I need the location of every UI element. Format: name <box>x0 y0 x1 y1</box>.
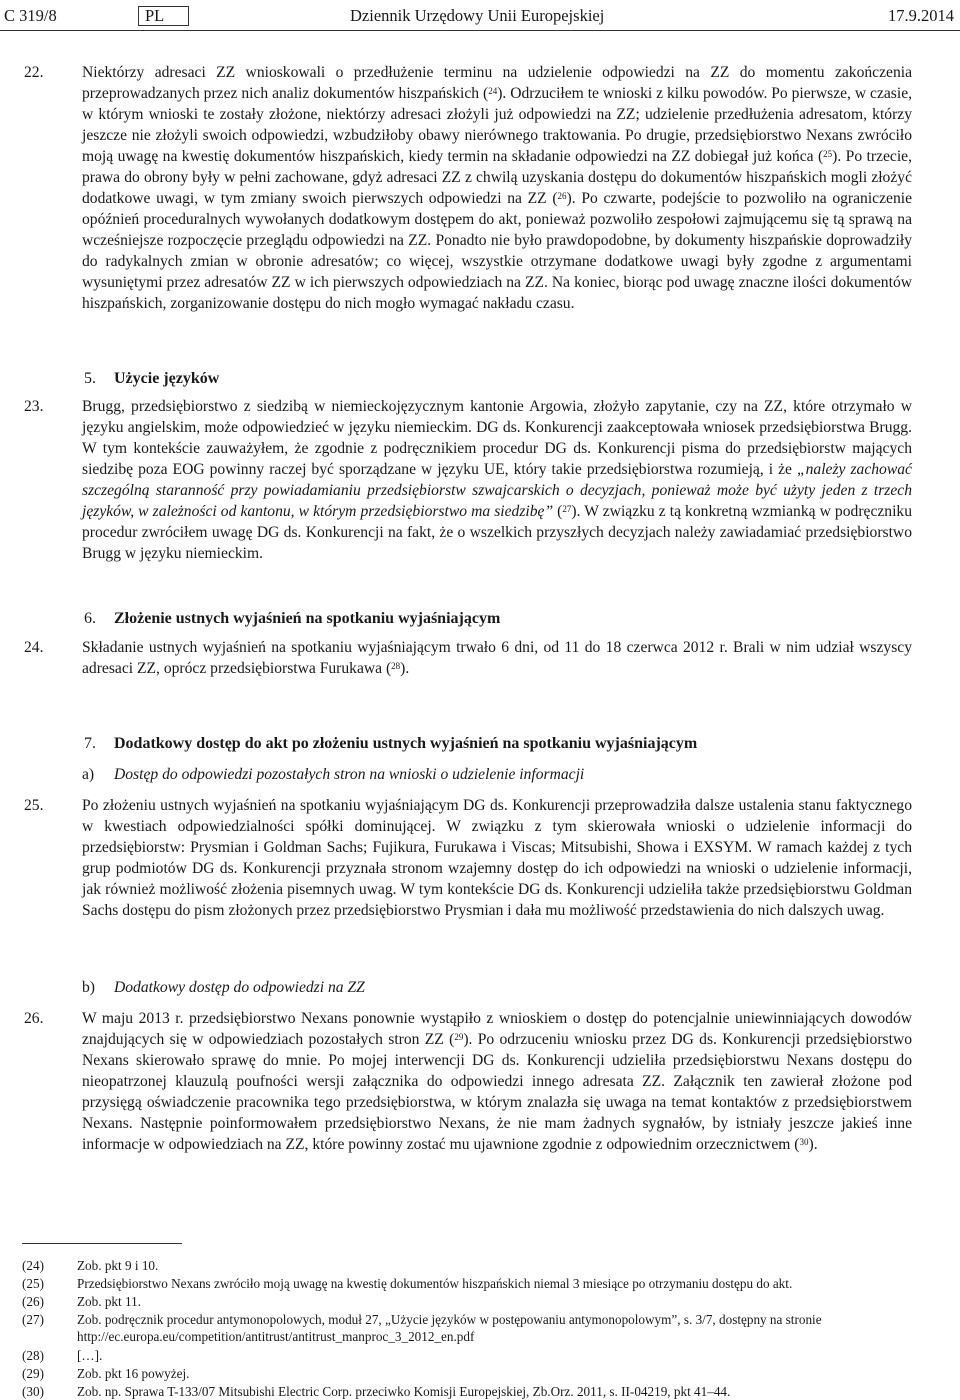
paragraph-number: 23. <box>24 398 44 415</box>
footnote-number: (30) <box>22 1384 44 1399</box>
journal-title: Dziennik Urzędowy Unii Europejskiej <box>350 6 605 25</box>
section-heading-7 <box>24 733 912 754</box>
section-number: 7. <box>84 735 96 752</box>
subsection-number: b) <box>82 979 95 996</box>
footnote-ref[interactable]: 24 <box>488 86 498 96</box>
footnote-28 <box>22 1347 922 1364</box>
paragraph-24 <box>24 637 912 679</box>
text: ). <box>808 1136 818 1153</box>
footnote-25 <box>22 1275 922 1292</box>
text: Niektórzy adresaci ZZ wnioskowali o przedłużenie terminu na udzielenie odpowiedzi na ZZ do momentu zakończenia przeprowadzanych przez nich analiz dokumentów hiszpańskich ( <box>82 64 912 102</box>
text: ). Po trzecie, prawa do obrony były w pełni zachowane, gdyż adresaci ZZ z chwilą uzyskania dostępu do dokumentów hiszpańskich mogli złożyć dodatkowe uwagi, w tym zmiany swoich pierwszych odpowiedzi na ZZ ( <box>82 148 912 207</box>
text: Brugg, przedsiębiorstwo z siedzibą w niemieckojęzycznym kantonie Argowia, złożyło zapytanie, czy na ZZ, które otrzymało w języku angielskim, może odpowiedzieć w języku niemieckim. DG ds. Konkurencji zaakceptowała wniosek przedsiębiorstwa Brugg. W tym kontekście zauważyłem, że zgodnie z podręcznikiem procedur DG ds. Konkurencji pisma do przedsiębiorstw mających siedzibę poza EOG powinny raczej być sporządzane w języku UE, który takie przedsiębiorstwa rozumieją, i że <box>82 398 912 478</box>
text: ( <box>553 503 563 520</box>
section-title: Użycie języków <box>114 370 220 387</box>
paragraph-number: 24. <box>24 639 44 656</box>
footnote-text: Przedsiębiorstwo Nexans zwróciło moją uwagę na kwestię dokumentów hiszpańskich niemal 3 miesiące po otrzymaniu dostępu do akt. <box>77 1276 793 1291</box>
footnote-rule <box>22 1243 182 1244</box>
section-heading-5 <box>24 368 912 389</box>
footnote-text: Zob. podręcznik procedur antymonopolowych, moduł 27, „Użycie języków w postępowaniu antymonopolowym”, s. 3/7, dostępny na stronie http://ec.europa.eu/competition/antitrust/antitrust_manproc_3_2012_en.pdf <box>77 1312 822 1344</box>
footnote-number: (26) <box>22 1294 44 1309</box>
footnote-26 <box>22 1293 922 1310</box>
footnote-number: (24) <box>22 1258 44 1273</box>
footnote-number: (29) <box>22 1366 44 1381</box>
footnote-ref[interactable]: 28 <box>391 661 401 671</box>
paragraph-number: 22. <box>24 64 44 81</box>
page-header <box>4 6 956 28</box>
text: ). Odrzuciłem te wnioski z kilku powodów. Po pierwsze, w czasie, w którym wnioski te zostały złożone, niektórzy adresaci złożyli już odpowiedzi na ZZ; udzielenie przedłużenia adresatom, którzy jeszcze nie złożyli swoich odpowiedzi, wzbudziłoby obawy nierównego traktowania. Po drugie, przedsiębiorstwo Nexans zwróciło moją uwagę na kwestię dokumentów hiszpańskich, kiedy termin na składanie odpowiedzi na ZZ dobiegał już końca ( <box>82 85 913 165</box>
subsection-title: Dostęp do odpowiedzi pozostałych stron na wnioski o udzielenie informacji <box>114 766 585 783</box>
text: Po złożeniu ustnych wyjaśnień na spotkaniu wyjaśniającym DG ds. Konkurencji przeprowadziła dalsze ustalenia stanu faktycznego w kwestiach odpowiedzialności spółki dominującej. W związku z tym skierowała wnioski o udzielenie informacji do przedsiębiorstw: Prysmian i Goldman Sachs; Fujikura, Furukawa i Viscas; Mitsubishi, Showa i EXSYM. W ramach każdej z tych grup podmiotów DG ds. Konkurencji przyznała stronom wzajemny dostęp do ich odpowiedzi na wnioski o udzielenie informacji, jak również możliwość złożenia pisemnych uwag. W tym kontekście DG ds. Konkurencji udzieliła także przedsiębiorstwu Goldman Sachs dostępu do pism złożonych przez przedsiębiorstwo Prysmian i dała mu możliwość przedstawienia do nich dalszych uwag. <box>82 797 912 919</box>
footnote-ref[interactable]: 27 <box>562 504 572 514</box>
footnote-ref[interactable]: 26 <box>557 191 567 201</box>
subsection-heading-b <box>24 977 912 998</box>
footnote-27 <box>22 1311 922 1345</box>
footnote-text: Zob. np. Sprawa T-133/07 Mitsubishi Electric Corp. przeciwko Komisji Europejskiej, Zb.Orz. 2011, s. II-04219, pkt 41–44. <box>77 1384 731 1399</box>
footnote-ref[interactable]: 25 <box>823 149 833 159</box>
footnote-text: […]. <box>77 1348 103 1363</box>
text: ). Po odrzuceniu wniosku przez DG ds. Konkurencji przedsiębiorstwo Nexans skierowało sprawę do mnie. Po mojej interwencji DG ds. Konkurencji udzieliła przedsiębiorstwu Nexans dostępu do nieopatrzonej klauzulą poufności wersji załącznika do odpowiedzi innego adresata ZZ. Załącznik ten zawierał złożone pod przysięgą oświadczenie pracownika tego przedsiębiorstwa, w którym znalazła się uwaga na temat kontaktów z przedsiębiorstwem Nexans. Następnie poinformowałem przedsiębiorstwo Nexans, że nie mam żadnych sygnałów, by istniały jeszcze jakieś inne informacje w odpowiedziach na ZZ, które powinny zostać mu ujawnione zgodnie z odpowiednim orzecznictwem ( <box>82 1031 913 1153</box>
footnote-text: Zob. pkt 16 powyżej. <box>77 1366 190 1381</box>
footnote-24 <box>22 1257 922 1274</box>
paragraph-25 <box>24 795 912 921</box>
section-number: 5. <box>84 370 96 387</box>
section-title: Dodatkowy dostęp do akt po złożeniu ustnych wyjaśnień na spotkaniu wyjaśniającym <box>114 735 698 752</box>
subsection-number: a) <box>82 766 95 783</box>
paragraph-22 <box>24 62 912 314</box>
footnote-30 <box>22 1383 922 1400</box>
text: ). Po czwarte, podejście to pozwoliło na ograniczenie opóźnień proceduralnych wywołanych dodatkowym dostępem do akt, ponieważ pozwoliło zespołowi zajmującemu się tą sprawą na wcześniejsze rozpoczęcie przeglądu odpowiedzi na ZZ. Ponadto nie było prawdopodobne, by dokumenty hiszpańskie doprowadziły do radykalnych zmian w obronie adresatów; co więcej, wszystkie otrzymane dodatkowe uwagi były zgodne z argumentami wysuniętymi przez adresatów ZZ w ich pierwszych odpowiedziach na ZZ. Na koniec, biorąc pod uwagę znaczne ilości dokumentów hiszpańskich, zorganizowanie dostępu do nich mogło wymagać nakładu czasu. <box>82 190 912 312</box>
paragraph-23 <box>24 396 912 564</box>
footnote-text: Zob. pkt 11. <box>77 1294 141 1309</box>
footnote-ref[interactable]: 30 <box>799 1137 809 1147</box>
footnote-text: Zob. pkt 9 i 10. <box>77 1258 159 1273</box>
footnote-number: (28) <box>22 1348 44 1363</box>
subsection-title: Dodatkowy dostęp do odpowiedzi na ZZ <box>114 979 365 996</box>
text: ). W związku z tą konkretną wzmianką w podręczniku procedur zwróciłem uwagę DG ds. Konkurencji na fakt, że o wszelkich przyszłych decyzjach należy zawiadamiać przedsiębiorstwo Brugg w języku niemieckim. <box>82 503 913 562</box>
header-rule <box>0 30 960 31</box>
section-heading-6 <box>24 608 912 629</box>
paragraph-26 <box>24 1008 912 1155</box>
footnote-ref[interactable]: 29 <box>454 1032 464 1042</box>
section-number: 6. <box>84 610 96 627</box>
page-number: C 319/8 <box>4 6 57 25</box>
section-title: Złożenie ustnych wyjaśnień na spotkaniu wyjaśniającym <box>114 610 501 627</box>
language-box: PL <box>138 6 189 26</box>
text: ). <box>400 660 410 677</box>
footnote-number: (27) <box>22 1312 44 1327</box>
issue-date: 17.9.2014 <box>888 6 954 25</box>
footnote-number: (25) <box>22 1276 44 1291</box>
paragraph-number: 25. <box>24 797 44 814</box>
quote: „należy zachować szczególną staranność przy powiadamianiu przedsiębiorstw szwajcarskich o decyzjach, ponieważ może być użyty jeden z trzech języków, w zależności od kantonu, w którym przedsiębiorstwo ma siedzibę” <box>82 461 912 520</box>
paragraph-number: 26. <box>24 1010 44 1027</box>
document-body <box>24 62 912 1155</box>
subsection-heading-a <box>24 764 912 785</box>
text: Składanie ustnych wyjaśnień na spotkaniu wyjaśniającym trwało 6 dni, od 11 do 18 czerwca 2012 r. Brali w nim udział wszyscy adresaci ZZ, oprócz przedsiębiorstwa Furukawa ( <box>82 639 912 677</box>
footnote-29 <box>22 1365 922 1382</box>
text: W maju 2013 r. przedsiębiorstwo Nexans ponownie wystąpiło z wnioskiem o dostęp do potencjalnie uniewinniających dowodów znajdujących się w odpowiedziach pozostałych stron ZZ ( <box>82 1010 912 1048</box>
